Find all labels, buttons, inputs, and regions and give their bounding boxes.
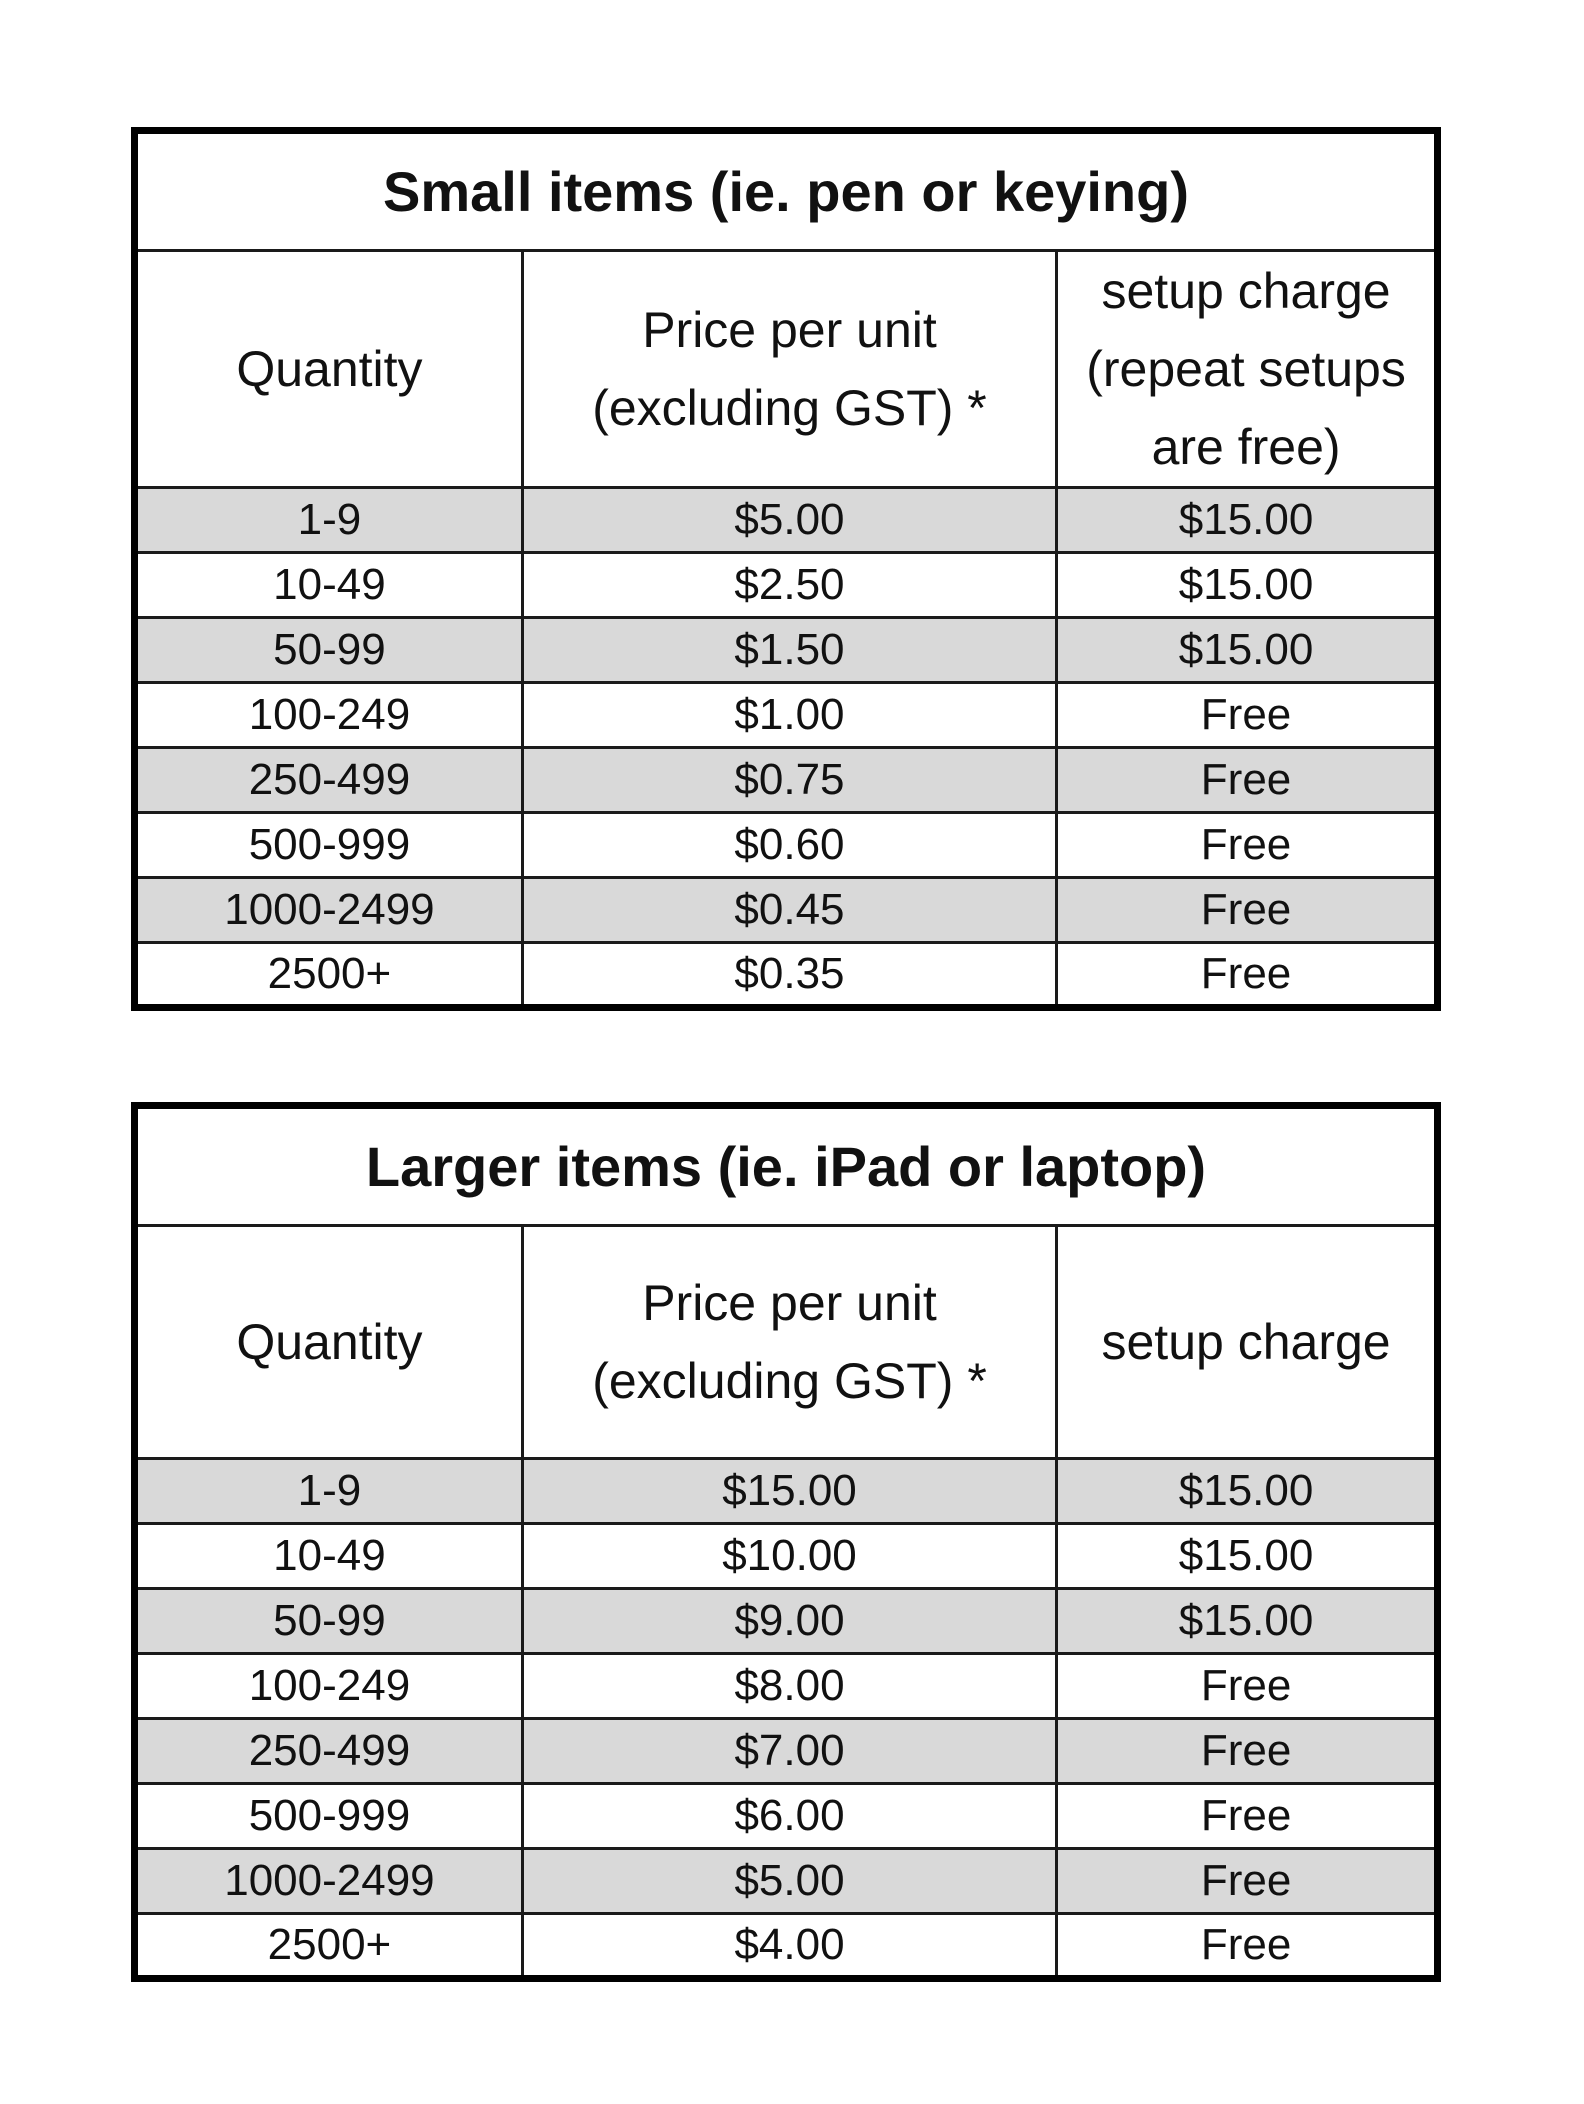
- table-row: [135, 878, 1438, 943]
- price-header: [522, 251, 1056, 488]
- table-row: [135, 1719, 1438, 1784]
- table-row: [135, 1654, 1438, 1719]
- quantity-cell: 2500+: [135, 1914, 523, 1979]
- quantity-cell: 500-999: [135, 1784, 523, 1849]
- price-cell: $4.00: [522, 1914, 1056, 1979]
- table-row: [135, 1459, 1438, 1524]
- setup-cell: Free: [1057, 878, 1438, 943]
- setup-cell: $15.00: [1057, 553, 1438, 618]
- quantity-cell: 250-499: [135, 748, 523, 813]
- setup-cell: Free: [1057, 1849, 1438, 1914]
- setup-cell: $15.00: [1057, 618, 1438, 683]
- quantity-header-label: Quantity: [236, 341, 423, 397]
- quantity-cell: 50-99: [135, 1589, 523, 1654]
- table-row: [135, 1524, 1438, 1589]
- quantity-cell: 1000-2499: [135, 878, 523, 943]
- quantity-cell: 50-99: [135, 618, 523, 683]
- setup-cell: $15.00: [1057, 1459, 1438, 1524]
- quantity-header-label: Quantity: [236, 1314, 423, 1370]
- table-row: [135, 683, 1438, 748]
- setup-cell: Free: [1057, 683, 1438, 748]
- price-cell: $0.45: [522, 878, 1056, 943]
- table-row: [135, 553, 1438, 618]
- price-cell: $5.00: [522, 488, 1056, 553]
- price-header: [522, 1226, 1056, 1459]
- setup-header-line: setup charge: [1101, 263, 1391, 319]
- setup-cell: $15.00: [1057, 1524, 1438, 1589]
- price-cell: $6.00: [522, 1784, 1056, 1849]
- price-cell: $0.60: [522, 813, 1056, 878]
- table-title: Small items (ie. pen or keying): [135, 131, 1438, 251]
- quantity-header: [135, 1226, 523, 1459]
- table-row: [135, 1849, 1438, 1914]
- small-items-table: [131, 127, 1441, 1011]
- quantity-cell: 1-9: [135, 1459, 523, 1524]
- table-row: [135, 748, 1438, 813]
- price-cell: $5.00: [522, 1849, 1056, 1914]
- larger-items-table: [131, 1102, 1441, 1982]
- price-cell: $10.00: [522, 1524, 1056, 1589]
- setup-cell: Free: [1057, 1719, 1438, 1784]
- price-cell: $1.50: [522, 618, 1056, 683]
- quantity-cell: 2500+: [135, 943, 523, 1008]
- setup-cell: Free: [1057, 943, 1438, 1008]
- quantity-cell: 250-499: [135, 1719, 523, 1784]
- price-header-line: (excluding GST) *: [592, 380, 987, 436]
- setup-header-line: setup charge: [1101, 1314, 1391, 1370]
- price-cell: $1.00: [522, 683, 1056, 748]
- price-cell: $0.35: [522, 943, 1056, 1008]
- table-title: Larger items (ie. iPad or laptop): [135, 1106, 1438, 1226]
- price-cell: $2.50: [522, 553, 1056, 618]
- table-row: [135, 1914, 1438, 1979]
- setup-header-line: (repeat setups: [1086, 341, 1406, 397]
- price-cell: $15.00: [522, 1459, 1056, 1524]
- setup-cell: Free: [1057, 748, 1438, 813]
- quantity-cell: 1000-2499: [135, 1849, 523, 1914]
- table-row: [135, 1589, 1438, 1654]
- table-row: [135, 488, 1438, 553]
- quantity-cell: 1-9: [135, 488, 523, 553]
- quantity-cell: 10-49: [135, 1524, 523, 1589]
- quantity-header: [135, 251, 523, 488]
- setup-header: [1057, 251, 1438, 488]
- setup-cell: $15.00: [1057, 1589, 1438, 1654]
- quantity-cell: 10-49: [135, 553, 523, 618]
- setup-cell: Free: [1057, 1784, 1438, 1849]
- table-row: [135, 618, 1438, 683]
- setup-header-line: are free): [1151, 419, 1341, 475]
- price-cell: $9.00: [522, 1589, 1056, 1654]
- price-cell: $7.00: [522, 1719, 1056, 1784]
- table-row: [135, 943, 1438, 1008]
- quantity-cell: 100-249: [135, 1654, 523, 1719]
- setup-cell: Free: [1057, 1914, 1438, 1979]
- price-header-line: Price per unit: [642, 302, 937, 358]
- quantity-cell: 500-999: [135, 813, 523, 878]
- price-header-line: (excluding GST) *: [592, 1353, 987, 1409]
- setup-cell: $15.00: [1057, 488, 1438, 553]
- price-cell: $8.00: [522, 1654, 1056, 1719]
- table-row: [135, 1784, 1438, 1849]
- price-header-line: Price per unit: [642, 1275, 937, 1331]
- quantity-cell: 100-249: [135, 683, 523, 748]
- table-row: [135, 813, 1438, 878]
- setup-cell: Free: [1057, 813, 1438, 878]
- setup-header: [1057, 1226, 1438, 1459]
- setup-cell: Free: [1057, 1654, 1438, 1719]
- price-cell: $0.75: [522, 748, 1056, 813]
